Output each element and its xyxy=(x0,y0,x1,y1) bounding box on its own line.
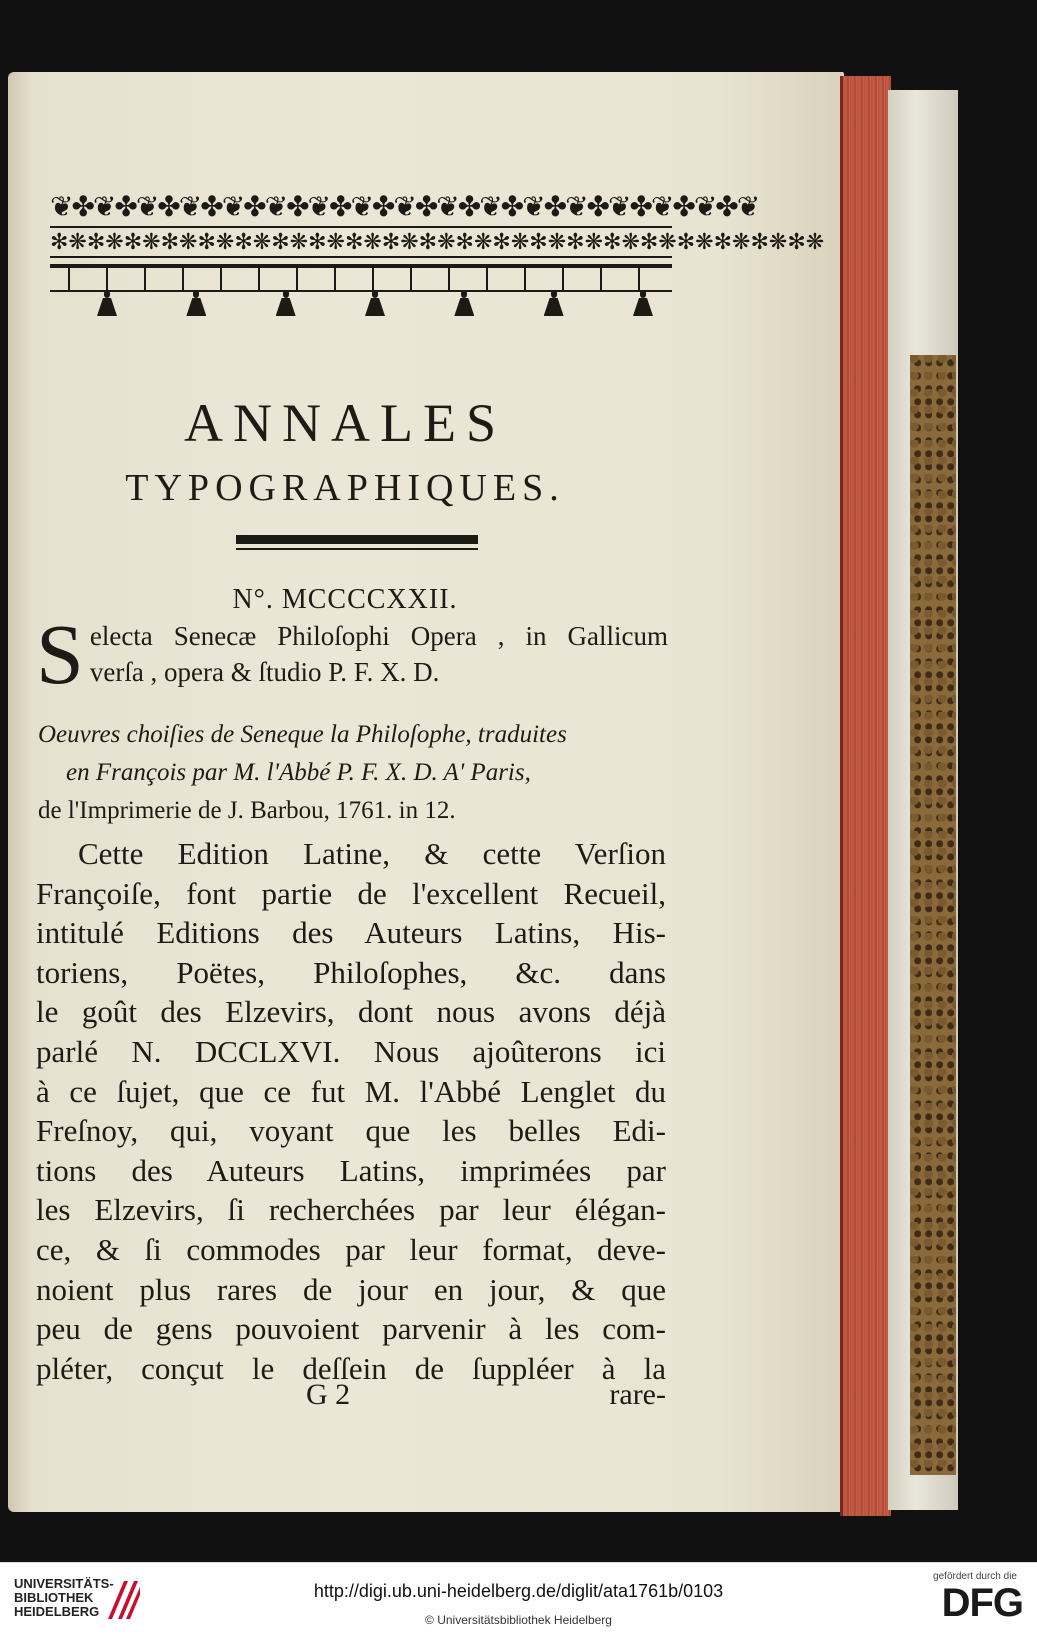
latin-entry-line: verſa , opera & ſtudio P. F. X. D. xyxy=(89,657,440,687)
copyright-text: © Universitätsbibliothek Heidelberg xyxy=(425,1613,612,1627)
tassel-icon xyxy=(452,290,476,318)
printer-ornament xyxy=(50,190,825,325)
tassel-icon xyxy=(363,290,387,318)
body-line: toriens, Poëtes, Philoſophes, &c. dans xyxy=(36,954,666,990)
body-text xyxy=(36,834,666,1388)
entry-number: N°. MCCCCXXII. xyxy=(232,584,458,615)
body-line: tions des Auteurs Latins, imprimées par xyxy=(36,1152,666,1188)
page-url-link[interactable]: http://digi.ub.uni-heidelberg.de/diglit/ata1761b/0103 xyxy=(313,1581,724,1601)
ornament-tassels xyxy=(95,290,655,318)
funder-label: gefördert durch die xyxy=(933,1571,1017,1582)
body-line: Freſnoy, qui, voyant que les belles Edi- xyxy=(36,1113,666,1149)
ornament-fringe-row xyxy=(50,264,672,292)
body-line: noient plus rares de jour en jour, & que xyxy=(36,1271,666,1307)
title-rule-thick xyxy=(236,535,478,544)
french-entry xyxy=(38,716,668,830)
latin-entry xyxy=(36,606,668,702)
body-line: le goût des Elzevirs, dont nous avons déjà xyxy=(36,994,666,1030)
body-line: peu de gens pouvoient parvenir à les com- xyxy=(36,1311,666,1347)
tassel-icon xyxy=(95,290,119,318)
french-entry-line: de l'Imprimerie de J. Barbou, 1761. in 12. xyxy=(38,797,456,824)
body-line: parlé N. DCCLXVI. Nous ajoûterons ici xyxy=(36,1033,666,1069)
tassel-icon xyxy=(184,290,208,318)
page-title-annales: ANNALES xyxy=(184,393,506,453)
drop-cap: S xyxy=(36,606,84,702)
signature-mark: G 2 xyxy=(306,1378,351,1411)
page-title-typographiques: TYPOGRAPHIQUES. xyxy=(125,467,565,509)
library-footer-bar xyxy=(0,1562,1037,1637)
dfg-logo[interactable]: DFG xyxy=(941,1581,1023,1625)
french-entry-line: Oeuvres choiſies de Seneque la Philoſophe, traduites xyxy=(38,721,567,748)
ornament-star-row: ✻❋✻❋✻❋✻❋✻❋✻❋✻❋✻❋✻❋✻❋✻❋✻❋✻❋✻❋✻❋✻❋✻❋✻❋✻❋✻❋✻❋ xyxy=(50,226,672,258)
latin-entry-line: electa Senecæ Philoſophi Opera , in Gallicum xyxy=(89,621,668,651)
tassel-icon xyxy=(274,290,298,318)
body-line: ce, & ſi commodes par leur format, deve- xyxy=(36,1231,666,1267)
tassel-icon xyxy=(631,290,655,318)
tassel-icon xyxy=(542,290,566,318)
ornament-fleuron-row: ❦✤❦✤❦✤❦✤❦✤❦✤❦✤❦✤❦✤❦✤❦✤❦✤❦✤❦✤❦✤❦✤❦ xyxy=(50,192,759,223)
body-line: à ce ſujet, que ce fut M. l'Abbé Lenglet du xyxy=(36,1073,666,1109)
french-entry-line: en François par M. l'Abbé P. F. X. D. A' Paris, xyxy=(66,759,531,786)
body-line: intitulé Editions des Auteurs Latins, His- xyxy=(36,915,666,951)
title-rule-thin xyxy=(236,548,478,550)
body-line: Françoiſe, font partie de l'excellent Recueil, xyxy=(36,875,666,911)
body-line: Cette Edition Latine, & cette Verſion xyxy=(78,836,666,871)
body-line: pléter, conçut le deſſein de ſuppléer à la xyxy=(36,1350,666,1386)
catchword: rare- xyxy=(609,1378,666,1411)
library-name: UNIVERSITÄTS- BIBLIOTHEK HEIDELBERG xyxy=(14,1576,114,1619)
body-line: les Elzevirs, ſi recherchées par leur élégan- xyxy=(36,1192,666,1228)
